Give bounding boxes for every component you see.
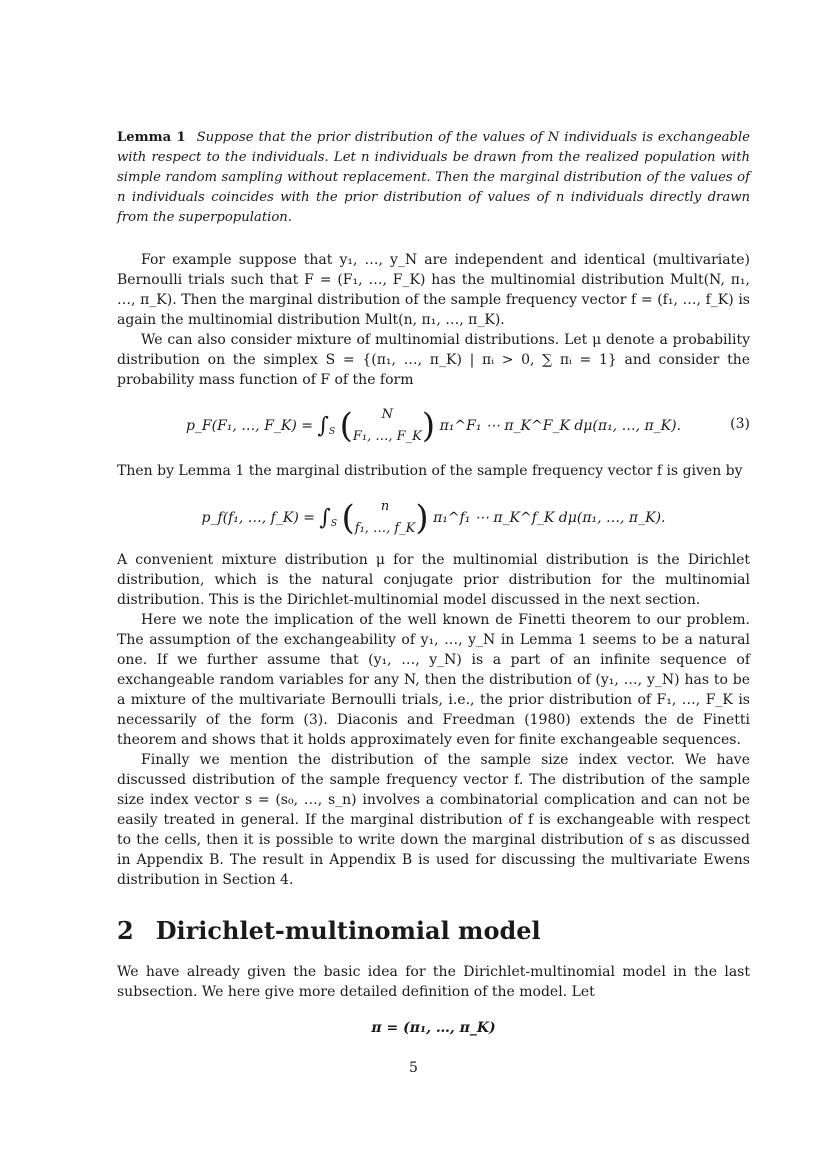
section-number: 2 bbox=[117, 916, 134, 945]
eq4-domain: S bbox=[330, 518, 338, 529]
equation-3: p_F(F₁, …, F_K) = $\int_S$ ( N F₁, …, F_K) π₁^F₁ ⋯ π_K^F_K dμ(π₁, …, π_K). (3) bbox=[185, 406, 750, 446]
body-block-2 bbox=[117, 461, 750, 481]
section-title: Dirichlet-multinomial model bbox=[155, 916, 541, 945]
eq4-binomial bbox=[355, 496, 416, 540]
paragraph: Here we note the implication of the well known de Finetti theorem to our problem. The assumption of the exchangeability of y₁, …, y_N in Lemma 1 seems to be a natural one. If we further assume that (y₁, …, y_N) is a part of an infinite sequence of exchangeable random variables for any N, then the distribution of (y₁, …, y_N) has to be a mixture of the multivariate Bernoulli trials, i.e., the prior distribution of F₁, …, F_K is necessarily of the form (3). Diaconis and Freedman (1980) extends the de Finetti theorem and shows that it holds approximately even for finite exchangeable sequences. bbox=[117, 612, 750, 748]
eq3-binomial bbox=[353, 404, 422, 448]
lemma-label: Lemma 1 bbox=[117, 130, 186, 145]
integral-sign: ∫ bbox=[319, 505, 331, 531]
paragraph: We can also consider mixture of multinomial distributions. Let μ denote a probability distribution on the simplex S = {(π₁, …, π_K) | πᵢ > 0, ∑ πᵢ = 1} and consider the probability mass function of F of the form bbox=[117, 332, 750, 388]
eq5: π = (π₁, …, π_K) bbox=[371, 1020, 496, 1036]
paragraph: For example suppose that y₁, …, y_N are independent and identical (multivariate) Bernoulli trials such that F = (F₁, …, F_K) has the multinomial distribution Mult(N, π₁, …, π_K). Then the marginal distribution of the sample frequency vector f = (f₁, …, f_K) is again the multinomial distribution Mult(n, π₁, …, π_K). bbox=[117, 252, 750, 328]
paragraph: We have already given the basic idea for the Dirichlet-multinomial model in the last subsection. We here give more detailed definition of the model. Let bbox=[117, 964, 750, 1000]
integral-sign: ∫ bbox=[317, 413, 329, 439]
equation-4: p_f(f₁, …, f_K) = $\int_S$ ( n f₁, …, f_K) π₁^f₁ ⋯ π_K^f_K dμ(π₁, …, π_K). bbox=[201, 498, 666, 538]
page-number: 5 bbox=[409, 1060, 418, 1076]
paragraph: A convenient mixture distribution μ for the multinomial distribution is the Dirichlet distribution, which is the natural conjugate prior distribution for the multinomial distribution. This is the Dirichlet-multinomial model discussed in the next section. bbox=[117, 552, 750, 608]
eq4-binom-bottom: f₁, …, f_K bbox=[354, 521, 416, 536]
paragraph: Finally we mention the distribution of the sample size index vector. We have discussed distribution of the sample frequency vector f. The distribution of the sample size index vector s = (s₀, …, s_n) involves a combinatorial complication and can not be easily treated in general. If the marginal distribution of f is exchangeable with respect to the cells, then it is possible to write down the marginal distribution of s as discussed in Appendix B. The result in Appendix B is used for discussing the multivariate Ewens distribution in Section 4. bbox=[117, 752, 750, 888]
paragraph: Then by Lemma 1 the marginal distribution of the sample frequency vector f is given by bbox=[117, 463, 743, 479]
equation-pi bbox=[117, 1020, 750, 1042]
body-block-3 bbox=[117, 550, 750, 890]
eq3-rhs: π₁^F₁ ⋯ π_K^F_K dμ(π₁, …, π_K). bbox=[439, 418, 682, 434]
lemma-text: Suppose that the prior distribution of the values of N individuals is exchangeable with respect to the individuals. Let n individuals be drawn from the realized population with simple random sampling without replacement. Then the marginal distribution of the values of n individuals coincides with the prior distribution of values of n individuals directly drawn from the superpopulation. bbox=[117, 130, 750, 225]
lemma-block bbox=[117, 128, 750, 228]
section-heading bbox=[117, 916, 541, 945]
eq4-lhs: p_f(f₁, …, f_K) = bbox=[201, 510, 315, 526]
eq3-domain: S bbox=[328, 426, 336, 437]
eq3-lhs: p_F(F₁, …, F_K) = bbox=[185, 418, 314, 434]
eq3-binom-bottom: F₁, …, F_K bbox=[352, 429, 422, 444]
equation-number: (3) bbox=[730, 416, 750, 432]
eq4-binom-top: n bbox=[380, 499, 390, 514]
body-block-4 bbox=[117, 962, 750, 1002]
body-block-1 bbox=[117, 250, 750, 390]
eq4-rhs: π₁^f₁ ⋯ π_K^f_K dμ(π₁, …, π_K). bbox=[433, 510, 666, 526]
eq3-binom-top: N bbox=[381, 407, 394, 422]
